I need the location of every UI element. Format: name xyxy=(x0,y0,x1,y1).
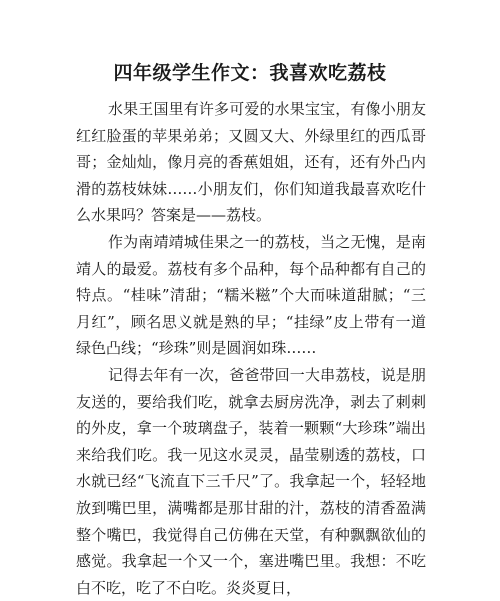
essay-paragraph-2: 作为南靖靖城佳果之一的荔枝，当之无愧，是南靖人的最爱。荔枝有多个品种，每个品种都有自己的特点。“桂味”清甜；“糯米糍”个大而味道甜腻；“三月红”，顾名思义就是熟的早；“挂绿”皮上带有一道绿色凸线；“珍珠”则是圆润如珠…… xyxy=(76,232,426,358)
essay-body xyxy=(76,96,426,601)
essay-title: 四年级学生作文：我喜欢吃荔枝 xyxy=(113,62,387,84)
essay-paragraph-1: 水果王国里有许多可爱的水果宝宝，有像小朋友红红脸蛋的苹果弟弟；又圆又大、外绿里红的西瓜哥哥；金灿灿，像月亮的香蕉姐姐，还有，还有外凸内滑的荔枝妹妹……小朋友们，你们知道我最喜欢吃什么水果吗？答案是——荔枝。 xyxy=(76,100,426,225)
essay-paragraph-3: 记得去年有一次，爸爸带回一大串荔枝，说是朋友送的，要给我们吃，就拿去厨房洗净，剥去了刺刺的外皮，拿一个玻璃盘子，装着一颗颗“大珍珠”端出来给我们吃。我一见这水灵灵，晶莹剔透的荔枝，口水就已经“飞流直下三千尺”了。我拿起一个，轻轻地放到嘴巴里，满嘴都是那甘甜的汁，荔枝的清香盈满整个嘴巴，我觉得自己仿佛在天堂，有种飘飘欲仙的感觉。我拿起一个又一个，塞进嘴巴里。我想：不吃白不吃，吃了不白吃。炎炎夏日， xyxy=(76,365,426,597)
